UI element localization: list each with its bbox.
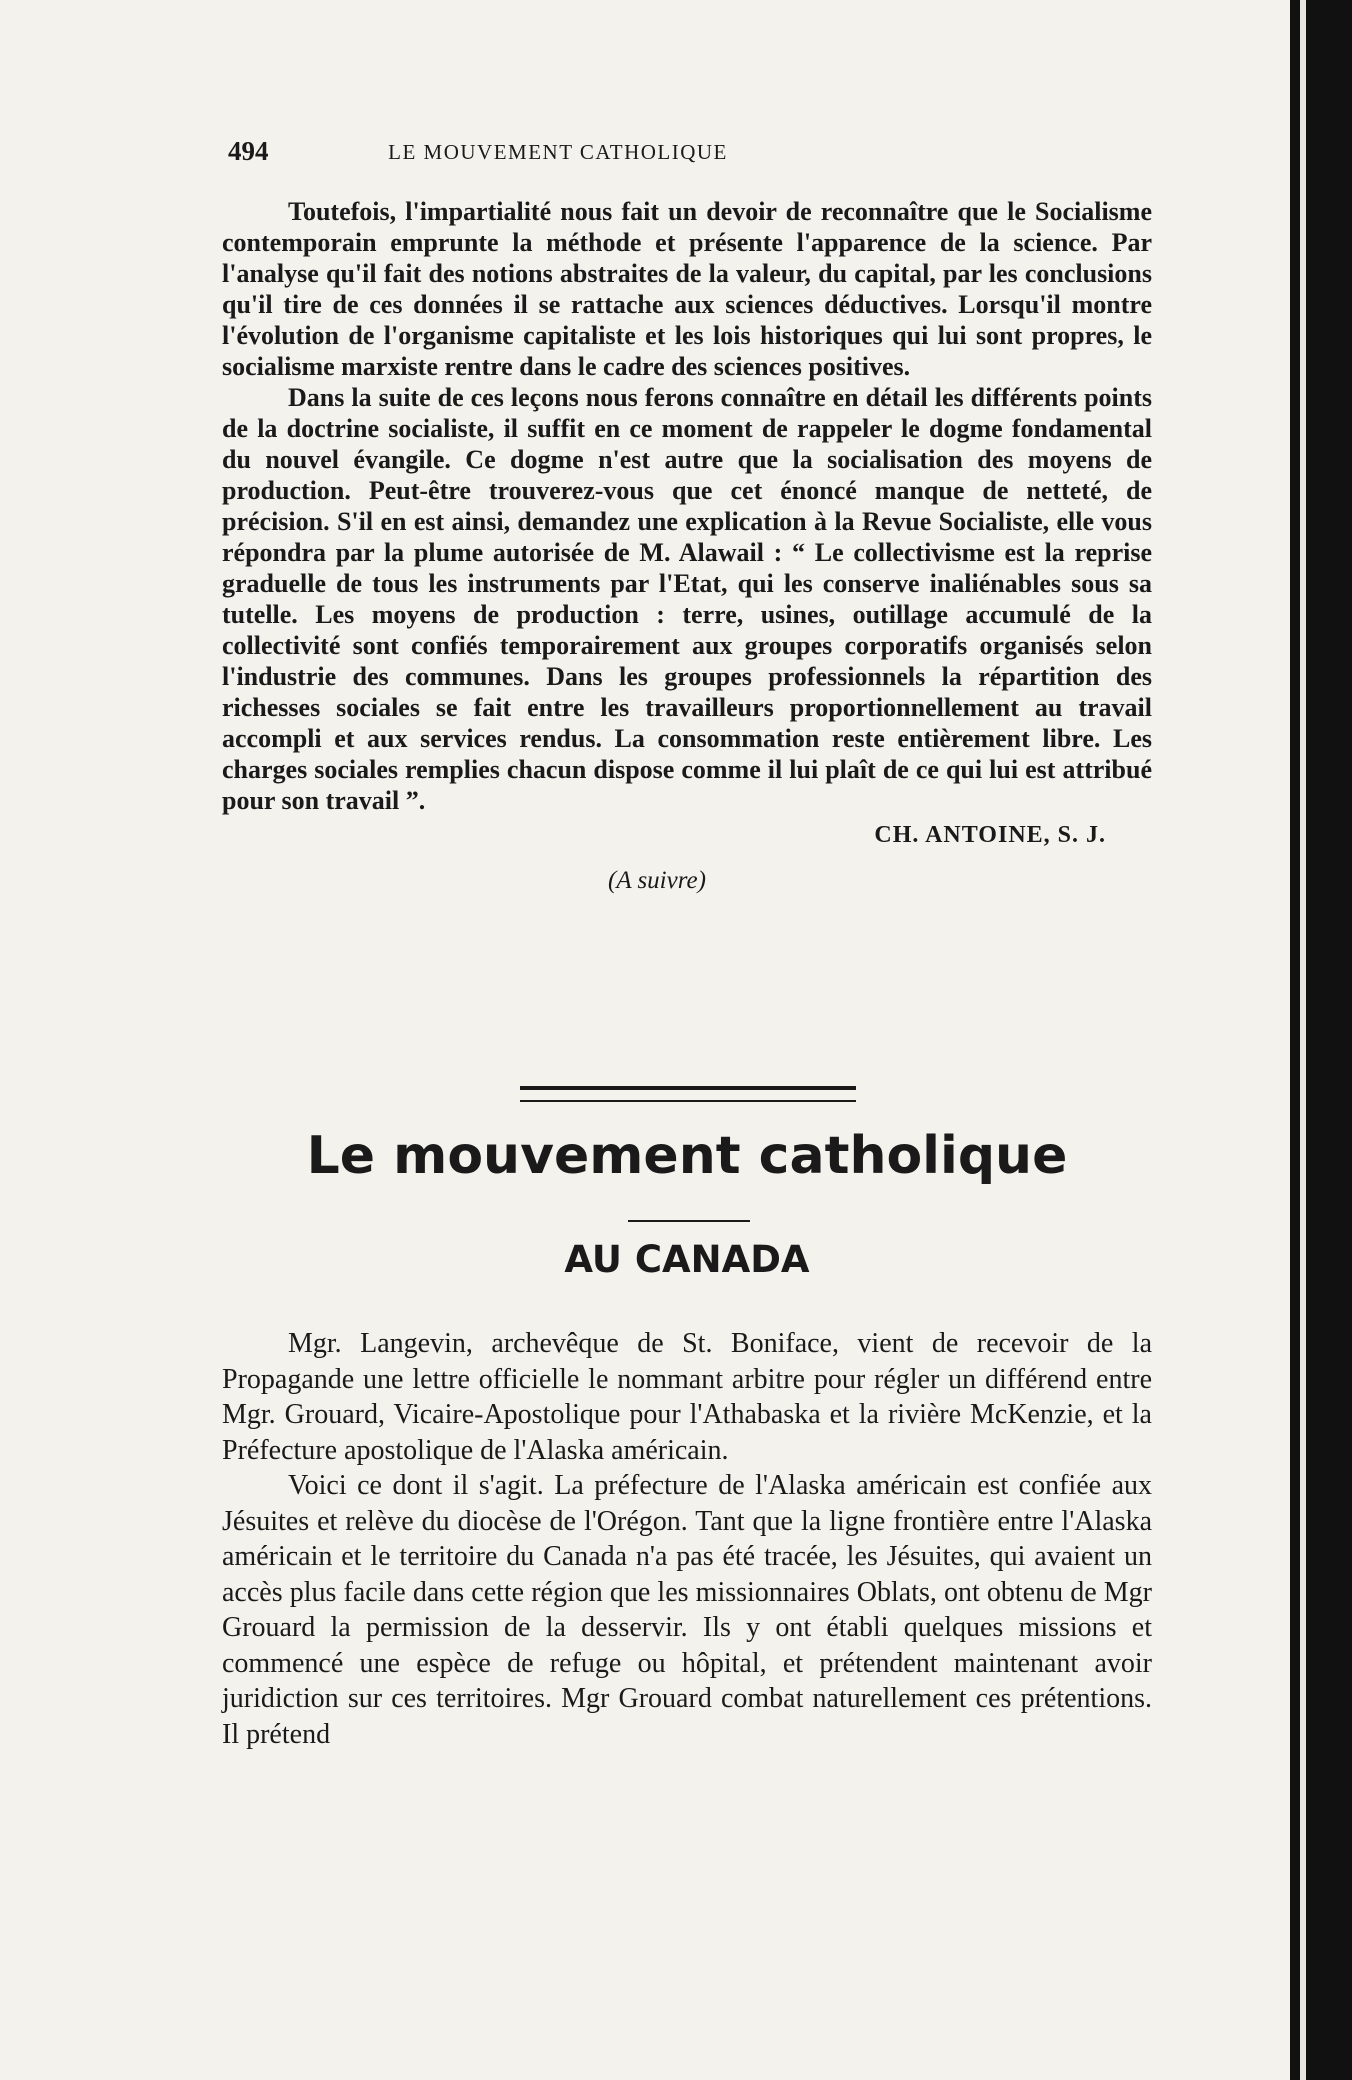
article-conclusion (222, 196, 1152, 896)
continued-note: (A suivre) (608, 867, 706, 894)
page-number: 494 (228, 136, 269, 166)
section-divider (520, 1086, 856, 1102)
title-rule (628, 1220, 750, 1222)
running-head: LE MOUVEMENT CATHOLIQUE (388, 140, 728, 164)
paragraph: Voici ce dont il s'agit. La préfecture de l'Alaska américain est confiée aux Jésuites et relève du diocèse de l'Orégon. Tant que la ligne frontière entre l'Alaska américain et le territoire du Canada n'a pas été tracée, les Jésuites, qui avaient un accès plus facile dans cette région que les missionnaires Oblats, ont obtenu de Mgr Grouard la permission de la desservir. Ils y ont établi quelques missions et commencé une espèce de refuge ou hôpital, et prétendent maintenant avoir juridiction sur ces territoires. Mgr Grouard combat naturellement ces prétentions. Il prétend (222, 1470, 1152, 1750)
paragraph: Toutefois, l'impartialité nous fait un devoir de reconnaître que le Socialisme contemporain emprunte la méthode et présente l'apparence de la science. Par l'analyse qu'il fait des notions abstraites de la valeur, du capital, par les conclusions qu'il tire de ces données il se rattache aux sciences déductives. Lorsqu'il montre l'évolution de l'organisme capitaliste et les lois historiques qui lui sont propres, le socialisme marxiste rentre dans le cadre des sciences positives. (222, 197, 1152, 381)
section-title: Le mouvement catholique (306, 1126, 1068, 1186)
section-body (222, 1326, 1152, 1752)
page-edge (1300, 0, 1306, 2080)
author-signature: CH. ANTOINE, S. J. (874, 822, 1106, 848)
section-subtitle: AU CANADA (564, 1238, 810, 1281)
paragraph: Dans la suite de ces leçons nous ferons connaître en détail les différents points de la doctrine socialiste, il suffit en ce moment de rappeler le dogme fondamental du nouvel évangile. Ce dogme n'est autre que la socialisation des moyens de production. Peut-être trouverez-vous que cet énoncé manque de netteté, de précision. S'il en est ainsi, demandez une explication à la Revue Socialiste, elle vous répondra par la plume autorisée de M. Alawail : “ Le collectivisme est la reprise graduelle de tous les instruments par l'Etat, qui les conserve inaliénables sous sa tutelle. Les moyens de production : terre, usines, outillage accumulé de la collectivité sont confiés temporairement aux groupes corporatifs organisés selon l'industrie des communes. Dans les groupes professionnels la répartition des richesses sociales se fait entre les travailleurs proportionnellement au travail accompli et aux services rendus. La consommation reste entièrement libre. Les charges sociales remplies chacun dispose comme il lui plaît de ce qui lui est attribué pour son travail ”. (222, 383, 1152, 815)
page-header (228, 136, 888, 176)
paragraph: Mgr. Langevin, archevêque de St. Boniface, vient de recevoir de la Propagande une lettre officielle le nommant arbitre pour régler un différend entre Mgr. Grouard, Vicaire-Apostolique pour l'Athabaska et la rivière McKenzie, et la Préfecture apostolique de l'Alaska américain. (222, 1328, 1152, 1466)
